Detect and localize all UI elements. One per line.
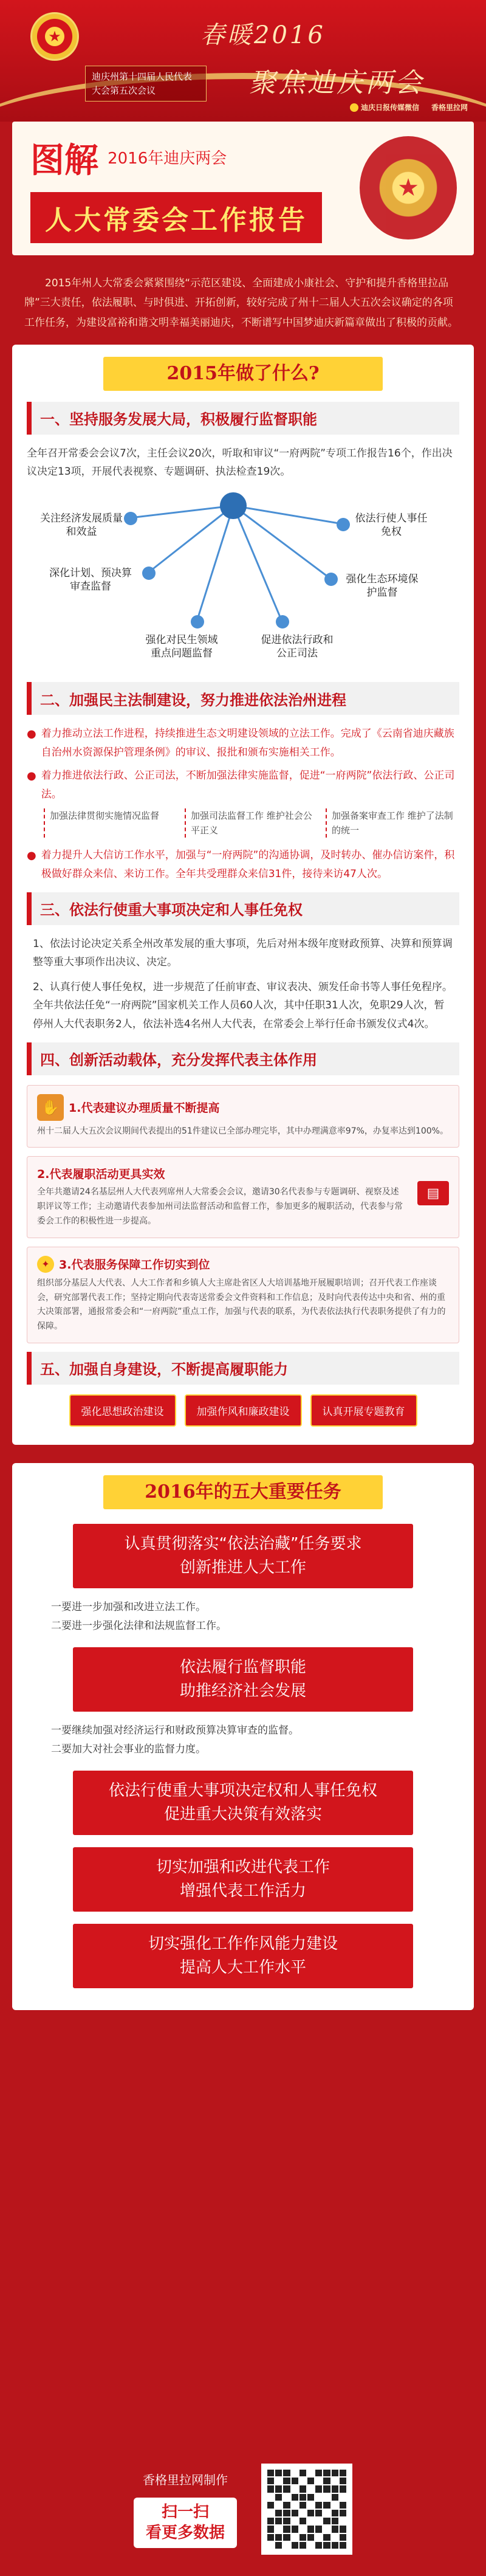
- sec2-tag: 加强法律贯彻实施情况监督: [44, 808, 177, 838]
- qr-code-icon[interactable]: [261, 2464, 352, 2555]
- hub-dot: [124, 512, 137, 525]
- task-2-item: 一要继续加强对经济运行和财政预算决算审查的监督。: [51, 1724, 299, 1737]
- task-5-title: 切实强化工作作风能力建设 提高人大工作水平: [73, 1924, 413, 1988]
- sec4-card-2-body: 全年共邀请24名基层州人大代表列席州人大常委会会议，邀请30名代表参与专题调研、视察及述职评议等工作；主动邀请代表参加州司法监督活动和监督工作，参加更多的履职活动，代表参与常委会工作的积极性进一步提高。: [37, 1187, 403, 1226]
- bullet-dot-icon: ●: [27, 728, 36, 741]
- title-card: [12, 122, 474, 255]
- sec2-tag: 加强司法监督工作 维护社会公平正义: [185, 808, 318, 838]
- sec2-bullet-3: [27, 846, 459, 883]
- sec1-title: 一、坚持服务发展大局，积极履行监督职能: [27, 402, 459, 435]
- card-title-text: 1.代表建议办理质量不断提高: [69, 1101, 220, 1115]
- sec2-tag: 加强备案审查工作 维护了法制的统一: [326, 808, 459, 838]
- slogan-spring: 春暖2016: [200, 21, 326, 49]
- sec5-item: 加强作风和廉政建设: [185, 1394, 302, 1427]
- footer-left: [134, 2470, 237, 2549]
- task-1-item: 一要进一步加强和改进立法工作。: [51, 1600, 206, 1613]
- lightbulb-icon: ✦: [37, 1256, 54, 1273]
- intro-paragraph: 2015年州人大常委会紧紧围绕“示范区建设、全面建成小康社会、守护和提升香格里拉品牌”三大责任，依法履职、与时俱进、开拓创新，较好完成了州十二届人大五次会议确定的各项工作任务，为建设富裕和谐文明幸福美丽迪庆，不断谱写中国梦迪庆新篇章做出了积极的贡献。: [24, 277, 458, 329]
- sec4-card-1-body: 州十二届人大五次会议期间代表提出的51件建议已全部办理完毕，其中办理满意率97%，办复率达到100%。: [37, 1126, 448, 1136]
- bullet-dot-icon: ●: [27, 770, 36, 783]
- chart-board-icon: ▤: [417, 1181, 449, 1205]
- section-2015-head: 2015年做了什么?: [103, 357, 383, 391]
- sec5-item: 强化思想政治建设: [69, 1394, 176, 1427]
- sec1-paragraph: 全年召开常委会会议7次，主任会议20次，听取和审议“一府两院”专项工作报告16个，作出决议决定13项，开展代表视察、专题调研、执法检查19次。: [27, 447, 453, 478]
- sec4-card-1-title: [37, 1094, 449, 1121]
- sec4-card-2-title: 2.代表履职活动更具实效: [37, 1168, 165, 1182]
- bullet-dot-icon: ●: [27, 849, 36, 863]
- sec5-items: [27, 1394, 459, 1427]
- hub-dot: [337, 518, 350, 531]
- sec2-bullet-2: [27, 766, 459, 804]
- hub-node-economy: 关注经济发展质量和效益: [40, 512, 123, 539]
- scan-prompt: 扫一扫 看更多数据: [134, 2498, 237, 2549]
- supervision-hub-diagram: [27, 487, 459, 670]
- sec3-paragraph-1: 1、依法讨论决定关系全州改革发展的重大事项，先后对州本级年度财政预算、决算和预算调整等重大事项作出决议、决定。: [33, 937, 453, 969]
- hub-node-livelihood: 强化对民生领域重点问题监督: [145, 634, 218, 660]
- hub-dot: [142, 567, 156, 580]
- hub-dot: [276, 615, 289, 629]
- footer-credit: 香格里拉网制作: [142, 2472, 228, 2487]
- sec2-bullet-3-text: 着力提升人大信访工作水平，加强与“一府两院”的沟通协调，及时转办、催办信访案件，积极做好群众来信、来访工作。全年共受理群众来信31件，接待来访47人次。: [41, 849, 455, 881]
- sec5-title: 五、加强自身建设，不断提高履职能力: [27, 1352, 459, 1385]
- national-emblem-icon: ★: [30, 12, 79, 61]
- hub-node-justice: 促进依法行政和公正司法: [261, 634, 334, 660]
- section-2015: [12, 345, 474, 1445]
- sec3-paragraph-2: 2、认真行使人事任免权，进一步规范了任前审查、审议表决、颁发任命书等人事任免程序。全年共依法任免“一府两院”国家机关工作人员60人次，其中任职31人次，免职29人次，暂停州人大代表职务2人，依法补选4名州人大代表，在常委会上举行任命书颁发仪式4次。: [33, 980, 453, 1031]
- sec3-title: 三、依法行使重大事项决定和人事任免权: [27, 892, 459, 925]
- page-title: 人大常委会工作报告: [30, 192, 322, 243]
- task-3-title: 依法行使重大事项决定权和人事任免权 促进重大决策有效落实: [73, 1771, 413, 1835]
- media-logos: [350, 102, 468, 112]
- wechat-logo: [350, 102, 419, 112]
- sec4-card-3-body: 组织部分基层人大代表、人大工作者和乡镇人大主席赴省区人大培训基地开展履职培训；召开代表工作座谈会，研究部署代表工作；坚持定期向代表寄送常委会文件资料和工作信息；及时向代表传达中央和省、州的重大决策部署，通报常委会和“一府两院”重点工作，加强与代表的联系，为代表依法执行代表职务提供了有力的保障。: [37, 1278, 446, 1332]
- banner: [0, 0, 486, 122]
- hub-node-ecology: 强化生态环境保护监督: [346, 573, 419, 599]
- dot-logo-icon: [350, 103, 358, 112]
- sec2-bullet-1-text: 着力推动立法工作进程，持续推进生态文明建设领域的立法工作。完成了《云南省迪庆藏族自治州水资源保护管理条例》的审议、报批和颁布实施相关工作。: [41, 728, 454, 759]
- hub-node-budget: 深化计划、预决算审查监督: [49, 567, 132, 593]
- card-title-text: 3.代表服务保障工作切实到位: [59, 1258, 210, 1272]
- slogan-focus: 聚焦迪庆两会: [249, 67, 424, 98]
- section-2016: [12, 1463, 474, 2010]
- meeting-label: 迪庆州第十四届人民代表大会第五次会议: [85, 66, 207, 102]
- sec4-card-2: [27, 1156, 459, 1238]
- hub-dot: [324, 573, 338, 586]
- emblem-hall-icon: ★: [360, 136, 457, 239]
- logo-left-text: 迪庆日报传媒微信: [360, 103, 419, 112]
- sec4-card-3-title: [37, 1256, 449, 1273]
- task-1-title: 认真贯彻落实“依法治藏”任务要求 创新推进人大工作: [73, 1524, 413, 1588]
- site-logo: [431, 102, 468, 112]
- footer: [0, 2442, 486, 2576]
- sec5-item: 认真开展专题教育: [310, 1394, 417, 1427]
- task-2-title: 依法履行监督职能 助推经济社会发展: [73, 1647, 413, 1712]
- hub-node-appointment: 依法行使人事任免权: [355, 512, 428, 539]
- sec2-title: 二、加强民主法制建设，努力推进依法治州进程: [27, 682, 459, 715]
- sec4-title: 四、创新活动载体，充分发挥代表主体作用: [27, 1042, 459, 1075]
- sec2-bullet-2-text: 着力推进依法行政、公正司法，不断加强法律实施监督，促进“一府两院”依法行政、公正司法。: [41, 770, 455, 801]
- sec4-card-3: [27, 1247, 459, 1343]
- task-1-item: 二要进一步强化法律和法规监督工作。: [51, 1619, 227, 1632]
- logo-right-text: 香格里拉网: [431, 103, 468, 112]
- sec4-card-1: [27, 1085, 459, 1148]
- task-2-item: 二要加大对社会事业的监督力度。: [51, 1743, 206, 1755]
- hub-dot: [191, 615, 204, 629]
- hand-icon: ✋: [37, 1094, 64, 1121]
- sec2-bullet-1: [27, 725, 459, 762]
- tujie-label: 图解: [30, 140, 98, 181]
- tasks-2016-head: 2016年的五大重要任务: [103, 1475, 383, 1509]
- sec2-tags: [44, 808, 459, 838]
- title-sub: 2016年迪庆两会: [108, 150, 227, 168]
- task-4-title: 切实加强和改进代表工作 增强代表工作活力: [73, 1847, 413, 1912]
